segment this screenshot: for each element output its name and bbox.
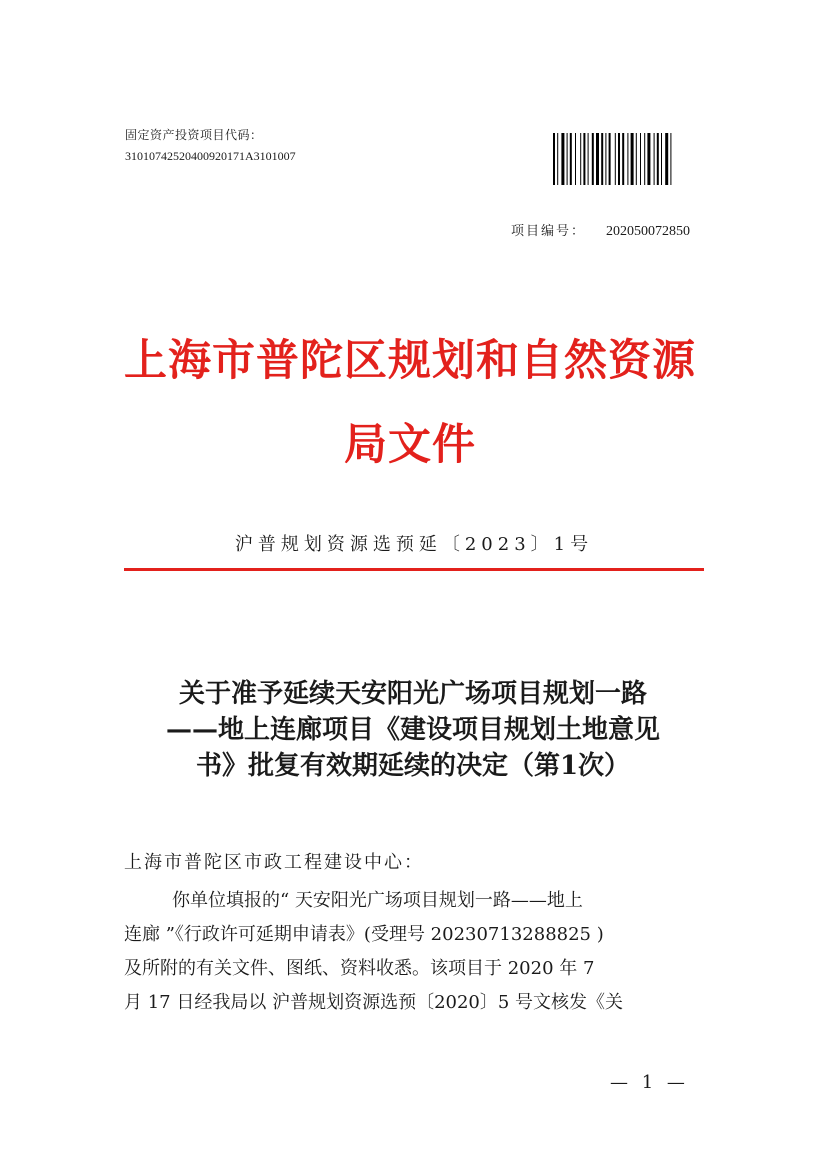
body-line: 及所附的有关文件、图纸、资料收悉。该项目于 2020 年 7 xyxy=(124,958,595,979)
document-title xyxy=(118,676,708,784)
barcode-image xyxy=(553,133,706,185)
title-line: 书》批复有效期延续的决定（第1次） xyxy=(195,751,631,781)
project-number-value: 202050072850 xyxy=(606,224,691,239)
title-line: ——地上连廊项目《建设项目规划土地意见 xyxy=(165,715,660,745)
body-line: 月 17 日经我局以 沪普规划资源选预〔2020〕5 号文核发《关 xyxy=(124,992,624,1013)
investment-code-value: 31010742520400920171A3101007 xyxy=(125,149,296,163)
document-number: 沪普规划资源选预延〔2023〕1号 xyxy=(234,534,594,555)
body-text xyxy=(124,884,704,1020)
addressee: 上海市普陀区市政工程建设中心： xyxy=(124,852,424,873)
red-divider-line xyxy=(124,568,704,571)
issuing-agency-line1: 上海市普陀区规划和自然资源 xyxy=(124,336,696,386)
project-number xyxy=(511,220,690,240)
page-number: — 1 — xyxy=(610,1072,689,1093)
title-line: 关于准予延续天安阳光广场项目规划一路 xyxy=(178,679,647,709)
body-line: 你单位填报的“ 天安阳光广场项目规划一路——地上 xyxy=(172,890,583,911)
issuing-agency-line2: 局文件 xyxy=(344,420,476,470)
body-line: 连廊 ”《行政许可延期申请表》(受理号 20230713288825 ) xyxy=(124,924,604,945)
project-number-label: 项目编号： xyxy=(511,224,587,239)
investment-code-label: 固定资产投资项目代码： xyxy=(125,128,263,142)
